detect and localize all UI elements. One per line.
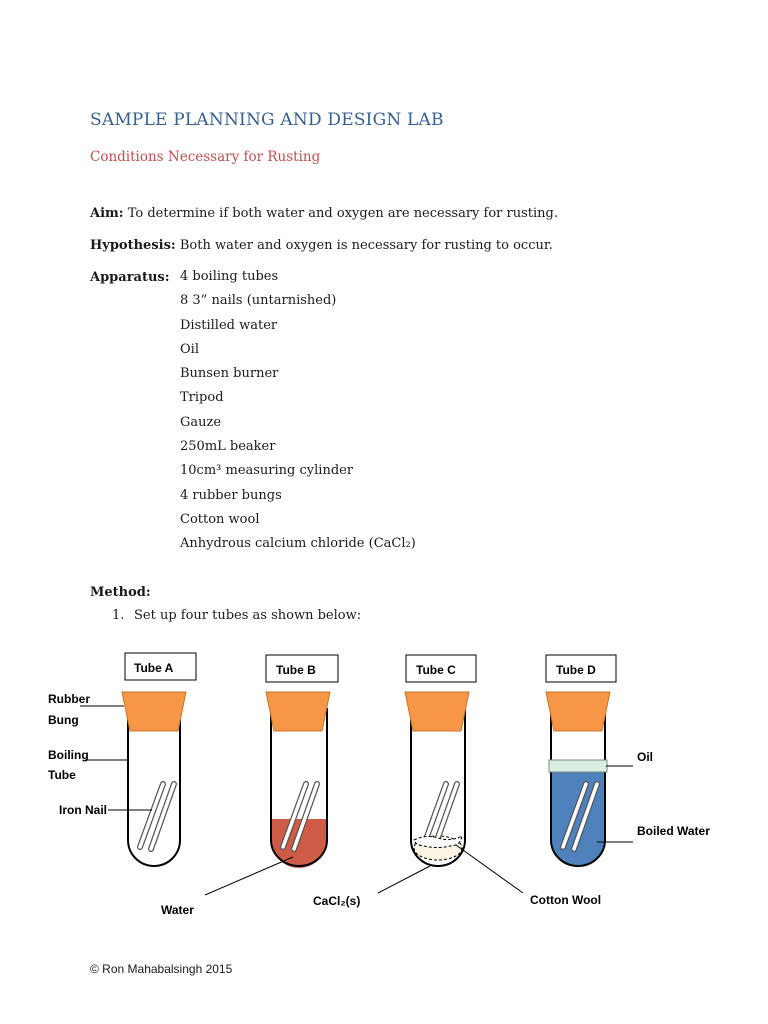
tube-b	[266, 692, 330, 868]
aim-label: Aim:	[90, 206, 124, 221]
apparatus-item: 4 boiling tubes	[180, 269, 279, 284]
hypothesis-label: Hypothesis:	[90, 238, 176, 253]
apparatus-item: Distilled water	[180, 317, 278, 333]
boiling-tube-label-line2: Tube	[48, 768, 76, 782]
method-label: Method:	[90, 585, 151, 600]
tube-a-label: Tube A	[134, 661, 174, 675]
tube-d	[546, 692, 610, 866]
tube-a	[122, 692, 186, 866]
boiling-tube-label-line1: Boiling	[48, 748, 89, 762]
page-subtitle: Conditions Necessary for Rusting	[90, 149, 321, 165]
page-title: SAMPLE PLANNING AND DESIGN LAB	[90, 110, 444, 130]
step-number: 1.	[112, 608, 125, 623]
rubber-bung	[546, 692, 610, 731]
aim-line	[90, 206, 558, 221]
apparatus-item: Gauze	[180, 414, 222, 430]
hypothesis-line	[90, 238, 553, 253]
tube-b-label: Tube B	[276, 663, 316, 677]
oil-layer	[549, 760, 607, 772]
apparatus-label: Apparatus:	[90, 270, 170, 285]
rubber-bung	[405, 692, 469, 731]
step-text: Set up four tubes as shown below:	[134, 608, 362, 623]
tube-c-label: Tube C	[416, 663, 456, 677]
apparatus-list	[180, 268, 416, 560]
rusting-experiment-diagram	[0, 640, 768, 940]
apparatus-item: Bunsen burner	[180, 366, 279, 382]
rubber-bung	[266, 692, 330, 731]
tube-c	[405, 692, 469, 866]
cotton-wool-label: Cotton Wool	[530, 893, 602, 907]
apparatus-item: Anhydrous calcium chloride (CaCl₂)	[180, 536, 416, 552]
iron-nail-label: Iron Nail	[59, 803, 108, 817]
method-step	[112, 608, 361, 623]
apparatus-item: 4 rubber bungs	[180, 487, 282, 503]
copyright-footer: © Ron Mahabalsingh 2015	[90, 962, 233, 976]
oil-label: Oil	[637, 750, 654, 764]
apparatus-item: 250mL beaker	[180, 439, 276, 455]
apparatus-item: 8 3” nails (untarnished)	[180, 293, 337, 309]
water-label: Water	[161, 903, 194, 917]
boiled-water-label: Boiled Water	[637, 824, 710, 838]
apparatus-item: 10cm³ measuring cylinder	[180, 463, 354, 479]
tube-d-label: Tube D	[556, 663, 596, 677]
aim-text: To determine if both water and oxygen are necessary for rusting.	[123, 206, 558, 221]
apparatus-item: Oil	[180, 341, 199, 357]
rubber-bung	[122, 692, 186, 731]
apparatus-item: Cotton wool	[180, 511, 260, 527]
apparatus-item: Tripod	[180, 390, 224, 406]
hypothesis-text: Both water and oxygen is necessary for rusting to occur.	[175, 238, 553, 253]
rubber-bung-label-line1: Rubber	[48, 692, 90, 706]
cacl2-label: CaCl₂(s)	[313, 894, 361, 908]
rubber-bung-label-line2: Bung	[48, 713, 79, 727]
